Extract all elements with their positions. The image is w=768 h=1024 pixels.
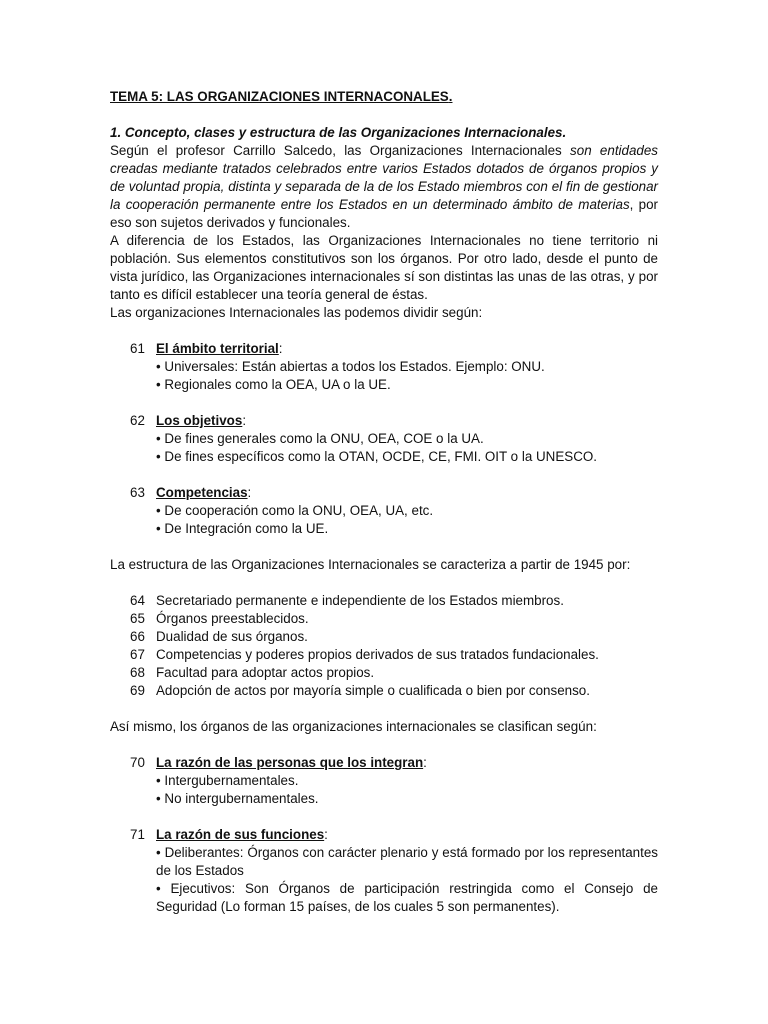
item-number: 68 [130, 665, 145, 680]
category-label: La razón de sus funciones [156, 827, 325, 842]
item-text: Facultad para adoptar actos propios. [156, 665, 375, 680]
item-text: Competencias y poderes propios derivados de sus tratados fundacionales. [156, 647, 599, 662]
item-number: 66 [130, 629, 145, 644]
organ-item-70 [110, 754, 658, 772]
definition-lead: Según el profesor Carrillo Salcedo, las Organizaciones Internacionales [110, 143, 571, 158]
item-number: 71 [130, 827, 145, 842]
label-colon: : [278, 341, 283, 356]
class-item-63 [110, 484, 658, 502]
item-text: Órganos preestablecidos. [156, 611, 309, 626]
bullet-item: • Regionales como la OEA, UA o la UE. [156, 376, 658, 394]
organs-intro: Así mismo, los órganos de las organizaciones internacionales se clasifican según: [110, 719, 597, 734]
difference-paragraph: A diferencia de los Estados, las Organizaciones Internacionales no tiene territorio ni población. Sus elementos constitutivos son los órganos. Por otro lado, desde el punto de vista jurídico, las Organizaciones internacionales sí son distintas las unas de las otras, y por tanto es difícil establecer una teoría general de éstas. [110, 233, 658, 302]
label-colon: : [247, 485, 252, 500]
document-title [110, 88, 658, 106]
section-heading: 1. Concepto, clases y estructura de las Organizaciones Internacionales. [110, 125, 567, 140]
class-item-61 [110, 340, 658, 358]
bullet-list [110, 430, 658, 466]
item-number: 69 [130, 683, 145, 698]
category-label: Competencias [156, 485, 248, 500]
item-number: 67 [130, 647, 145, 662]
structure-item-67 [110, 646, 658, 664]
item-text: Secretariado permanente e independiente de los Estados miembros. [156, 593, 564, 608]
bullet-item: • De fines generales como la ONU, OEA, COE o la UA. [156, 430, 658, 448]
definition-quote: son entidades creadas mediante tratados celebrados entre varios Estados dotados de órganos propios y de voluntad propia, distinta y separada de la de los Estado miembros con el fin de gestionar la cooperación permanente entre los Estados en un determinado ámbito de materias [110, 143, 658, 212]
item-number: 65 [130, 611, 145, 626]
bullet-item: • De fines específicos como la OTAN, OCDE, CE, FMI. OIT o la UNESCO. [156, 448, 658, 466]
bullet-list [110, 502, 658, 538]
definition-paragraph [110, 142, 658, 232]
structure-item-66 [110, 628, 658, 646]
document-page [110, 88, 658, 916]
title-text: TEMA 5: LAS ORGANIZACIONES INTERNACONALES [110, 89, 449, 104]
label-colon: : [242, 413, 247, 428]
category-label: El ámbito territorial [156, 341, 279, 356]
label-colon: : [423, 755, 427, 770]
division-intro: Las organizaciones Internacionales las podemos dividir según: [110, 305, 483, 320]
item-number: 63 [130, 485, 145, 500]
bullet-item: • No intergubernamentales. [156, 790, 658, 808]
definition-end: , por eso son sujetos derivados y funcionales. [110, 197, 658, 230]
category-label: Los objetivos [156, 413, 243, 428]
item-number: 62 [130, 413, 145, 428]
class-item-62 [110, 412, 658, 430]
item-number: 61 [130, 341, 145, 356]
bullet-item: • Intergubernamentales. [156, 772, 658, 790]
bullet-item: • Universales: Están abiertas a todos los Estados. Ejemplo: ONU. [156, 358, 658, 376]
structure-item-68 [110, 664, 658, 682]
organ-item-71 [110, 826, 658, 844]
bullet-item: • Deliberantes: Órganos con carácter plenario y está formado por los representantes de los Estados [156, 844, 658, 880]
category-label: La razón de las personas que los integran [156, 755, 424, 770]
bullet-item: • Ejecutivos: Son Órganos de participación restringida como el Consejo de Seguridad (Lo forman 15 países, de los cuales 5 son permanentes). [156, 880, 658, 916]
item-text: Adopción de actos por mayoría simple o cualificada o bien por consenso. [156, 683, 590, 698]
bullet-list [110, 358, 658, 394]
structure-item-65 [110, 610, 658, 628]
bullet-list [110, 772, 658, 808]
bullet-list [110, 844, 658, 916]
label-colon: : [324, 827, 328, 842]
structure-intro: La estructura de las Organizaciones Internacionales se caracteriza a partir de 1945 por: [110, 557, 631, 572]
item-number: 70 [130, 755, 145, 770]
item-text: Dualidad de sus órganos. [156, 629, 308, 644]
bullet-item: • De Integración como la UE. [156, 520, 658, 538]
item-number: 64 [130, 593, 145, 608]
structure-item-69 [110, 682, 658, 700]
structure-item-64 [110, 592, 658, 610]
title-suffix: . [448, 89, 453, 104]
bullet-item: • De cooperación como la ONU, OEA, UA, etc. [156, 502, 658, 520]
